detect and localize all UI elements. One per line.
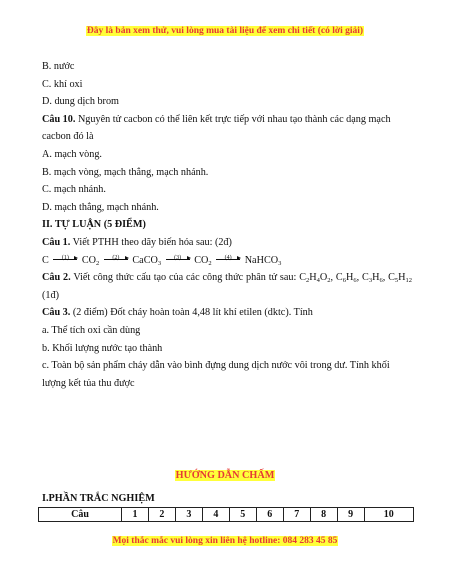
essay-question-2: Câu 2. Viết công thức cấu tạo của các công thức phân tử sau: $C_2H_4O_2$, $C_6H_6$, $C_3H_6$, $C_5H_{12}$ (1đ) <box>42 272 413 301</box>
q10-option-d: D. mạch thẳng, mạch nhánh. <box>42 201 159 213</box>
table-row <box>39 508 414 522</box>
arrow-4: (4) <box>216 262 240 263</box>
table-header-cell: 1 <box>122 508 149 522</box>
table-header-cell: 10 <box>364 508 413 522</box>
answer-table <box>38 507 414 522</box>
q10-option-a: A. mạch vòng. <box>42 148 102 160</box>
arrow-2: (2) <box>104 262 128 263</box>
option-d: D. dung dịch brom <box>42 96 119 108</box>
question-label: Câu 10. <box>42 113 76 125</box>
table-header-cell: Câu <box>39 508 122 522</box>
section-heading: II. TỰ LUẬN (5 ĐIỂM) <box>42 219 146 231</box>
q10-option-c: C. mạch nhánh. <box>42 184 106 196</box>
table-header-cell: 9 <box>337 508 364 522</box>
table-header-cell: 5 <box>229 508 256 522</box>
arrow-3: (3) <box>166 262 190 263</box>
option-c: C. khí oxi <box>42 78 83 90</box>
arrow-1: (1) <box>53 262 77 263</box>
part1-title: I.PHẦN TRẮC NGHIỆM <box>42 493 155 504</box>
question-10: Câu 10. Nguyên tử cacbon có thể liên kết trực tiếp với nhau tạo thành các dạng mạch cacbon đó là <box>42 113 391 143</box>
document-body <box>42 58 412 392</box>
table-header-cell: 2 <box>148 508 175 522</box>
q3-part-b: b. Khối lượng nước tạo thành <box>42 342 163 354</box>
essay-question-3: Câu 3. (2 điểm) Đốt cháy hoàn toàn 4,48 lít khí etilen (dktc). Tính <box>42 307 313 319</box>
q3-part-c: c. Toàn bộ sản phẩm cháy dẫn vào bình đựng dung dịch nước vôi trong dư. Tính khối lượng kết tủa thu được <box>42 360 390 389</box>
hotline-banner: Mọi thắc mắc vui lòng xin liên hệ hotline: 084 283 45 85 <box>112 536 338 546</box>
q3-part-a: a. Thể tích oxi cần dùng <box>42 324 141 336</box>
guide-title: HƯỚNG DẪN CHẤM <box>175 470 275 481</box>
table-header-cell: 3 <box>175 508 202 522</box>
preview-banner: Đây là bản xem thử, vui lòng mua tài liệu để xem chi tiết (có lời giải) <box>86 26 364 36</box>
table-header-cell: 4 <box>202 508 229 522</box>
reaction-chain: C (1) $CO_2$ (2) CaCO$_3$ (3) $CO_2$ (4) NaHCO$_3$ <box>42 254 282 267</box>
q10-option-b: B. mạch vòng, mạch thẳng, mạch nhánh. <box>42 166 209 178</box>
table-header-cell: 6 <box>256 508 283 522</box>
table-header-cell: 7 <box>283 508 310 522</box>
table-header-cell: 8 <box>310 508 337 522</box>
option-b: B. nước <box>42 61 75 72</box>
essay-question-1: Câu 1. Viết PTHH theo dãy biến hóa sau: (2đ) <box>42 236 232 248</box>
